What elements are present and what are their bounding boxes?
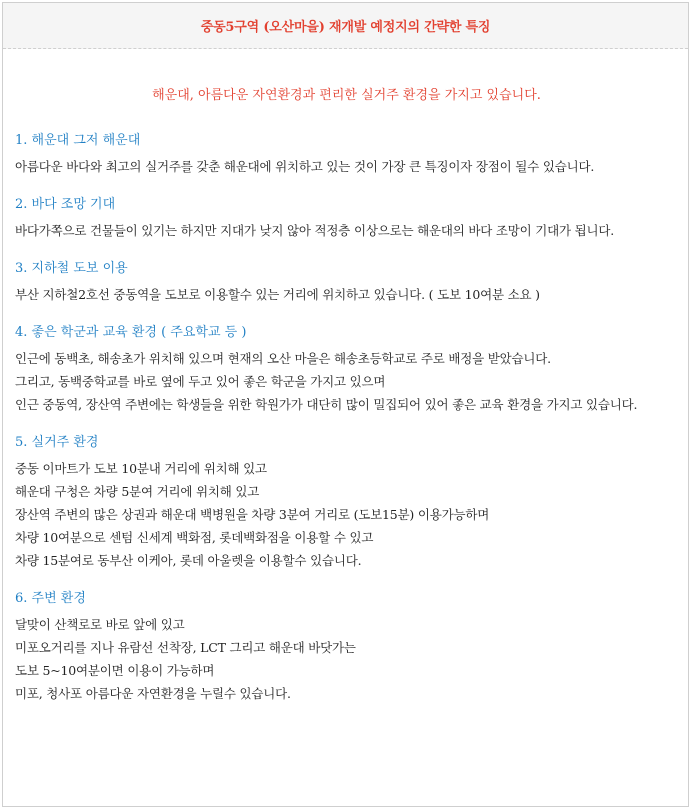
section-line: 장산역 주변의 많은 상권과 해운대 백병원을 차량 3분여 거리로 (도보15분) 이용가능하며: [15, 507, 490, 522]
section-line: 바다가쪽으로 건물들이 있기는 하지만 지대가 낮지 않아 적정층 이상으로는 해운대의 바다 조망이 기대가 됩니다.: [15, 223, 615, 238]
section-title: 6. 주변 환경: [15, 591, 86, 606]
section-line: 도보 5~10여분이면 이용이 가능하며: [15, 663, 215, 678]
section-line: 중동 이마트가 도보 10분내 거리에 위치해 있고: [15, 461, 267, 476]
section-line: 인근 중동역, 장산역 주변에는 학생들을 위한 학원가가 대단히 많이 밀집되어 있어 좋은 교육 환경을 가지고 있습니다.: [15, 397, 638, 412]
section-line: 차량 10여분으로 센텀 신세계 백화점, 롯데백화점을 이용할 수 있고: [15, 530, 374, 545]
section-line: 해운대 구청은 차량 5분여 거리에 위치해 있고: [15, 484, 260, 499]
section-line: 아름다운 바다와 최고의 실거주를 갖춘 해운대에 위치하고 있는 것이 가장 큰 특징이자 장점이 될수 있습니다.: [15, 159, 595, 174]
header-bar: [3, 3, 688, 49]
page-title: 중동5구역 (오산마을) 재개발 예정지의 간략한 특징: [200, 20, 491, 35]
feature-section: [15, 433, 678, 572]
section-body: [15, 613, 678, 705]
feature-sections: [15, 131, 678, 705]
section-body: [15, 219, 678, 242]
section-title: 4. 좋은 학군과 교육 환경 ( 주요학교 등 ): [15, 325, 247, 340]
section-line: 그리고, 동백중학교를 바로 옆에 두고 있어 좋은 학군을 가지고 있으며: [15, 374, 386, 389]
article-content: [3, 86, 688, 705]
feature-section: [15, 131, 678, 178]
section-line: 달맞이 산책로로 바로 앞에 있고: [15, 617, 185, 632]
feature-section: [15, 323, 678, 416]
section-body: [15, 283, 678, 306]
section-line: 미포오거리를 지나 유람선 선착장, LCT 그리고 해운대 바닷가는: [15, 640, 356, 655]
section-line: 미포, 청사포 아름다운 자연환경을 누릴수 있습니다.: [15, 686, 291, 701]
section-title: 3. 지하철 도보 이용: [15, 261, 128, 276]
feature-section: [15, 589, 678, 705]
section-title: 2. 바다 조망 기대: [15, 197, 116, 212]
article-frame: [2, 2, 689, 807]
section-line: 인근에 동백초, 해송초가 위치해 있으며 현재의 오산 마을은 해송초등학교로 주로 배정을 받았습니다.: [15, 351, 551, 366]
section-body: [15, 347, 678, 416]
intro-text: 해운대, 아름다운 자연환경과 편리한 실거주 환경을 가지고 있습니다.: [152, 88, 541, 103]
section-body: [15, 457, 678, 572]
feature-section: [15, 259, 678, 306]
section-line: 부산 지하철2호선 중동역을 도보로 이용할수 있는 거리에 위치하고 있습니다. ( 도보 10여분 소요 ): [15, 287, 540, 302]
section-line: 차량 15분여로 동부산 이케아, 롯데 아울렛을 이용할수 있습니다.: [15, 553, 362, 568]
section-body: [15, 155, 678, 178]
section-title: 5. 실거주 환경: [15, 435, 99, 450]
section-title: 1. 해운대 그저 해운대: [15, 133, 141, 148]
feature-section: [15, 195, 678, 242]
